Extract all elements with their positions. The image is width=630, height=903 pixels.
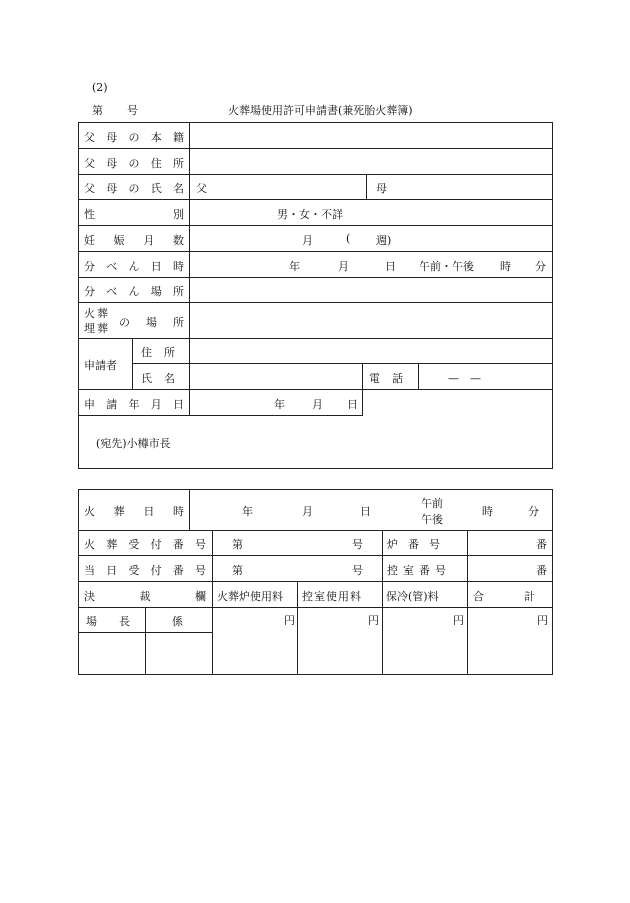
delivery-year: 年	[289, 260, 300, 273]
reception-go: 号	[352, 538, 363, 551]
director-label: 場長	[86, 615, 152, 628]
label-char: 番	[172, 538, 184, 551]
sameday-number-label	[84, 562, 206, 578]
form-number-marker: (2)	[92, 81, 108, 94]
label-char: 数	[172, 234, 184, 247]
label-char: 決	[84, 590, 95, 603]
label-char: 時	[172, 505, 184, 518]
label-char: 月	[150, 398, 162, 411]
waiting-room-number-label: 控室番号	[387, 564, 451, 577]
label-char: 父	[84, 157, 95, 170]
label-char: 受	[128, 564, 140, 577]
sameday-go: 号	[352, 564, 363, 577]
serial-go: 号	[127, 104, 138, 117]
delivery-place-label	[84, 283, 184, 299]
addressee: (宛先)小樽市長	[96, 437, 171, 450]
burial-label: 埋葬	[84, 322, 110, 335]
label-char: 請	[106, 398, 118, 411]
applicant-label: 申請者	[84, 359, 117, 372]
label-char: 本	[150, 131, 162, 144]
label-char: 名	[173, 182, 184, 195]
label-char: の	[128, 157, 140, 170]
label-char: 申	[84, 398, 95, 411]
fee-header-cold: 保冷(管)料	[386, 590, 439, 603]
waiting-room-ban: 番	[536, 564, 547, 577]
fee-yen-furnace: 円	[284, 614, 295, 627]
phone-label: 電話	[369, 372, 415, 385]
label-char: 当	[84, 564, 95, 577]
cremation-year: 年	[242, 505, 253, 518]
cremation-minute: 分	[528, 505, 539, 518]
label-char: 日	[143, 505, 155, 518]
label-char: 氏	[150, 182, 162, 195]
phone-dashes: — —	[448, 372, 481, 385]
parents-honseki-label	[84, 129, 184, 145]
sameday-dai: 第	[232, 564, 243, 577]
delivery-ampm: 午前・午後	[419, 260, 474, 273]
delivery-hour: 時	[500, 260, 511, 273]
parents-address-label	[84, 155, 184, 171]
cremation-datetime-label	[84, 503, 184, 519]
label-char: 火	[84, 505, 95, 518]
week-open-paren: (	[346, 232, 351, 245]
label-char: 時	[173, 260, 184, 273]
label-char: の	[128, 182, 140, 195]
cremation-label: 火葬	[84, 307, 110, 320]
fee-header-room: 控室使用料	[302, 590, 362, 603]
furnace-number-label: 炉番号	[387, 538, 450, 551]
label-char: 番	[172, 564, 184, 577]
label-char: 号	[194, 564, 206, 577]
furnace-ban: 番	[536, 538, 547, 551]
applicant-name-label: 氏名	[141, 372, 187, 385]
application-year: 年	[274, 398, 285, 411]
cremation-month: 月	[302, 505, 313, 518]
label-char: べ	[106, 285, 118, 298]
label-char: 裁	[139, 590, 151, 603]
label-char: 日	[150, 260, 162, 273]
label-char: 所	[173, 316, 184, 329]
pregnancy-months-label	[84, 232, 184, 248]
label-char: 母	[106, 157, 118, 170]
form-title: 火葬場使用許可申請書(兼死胎火葬簿)	[228, 104, 413, 117]
application-month: 月	[312, 398, 323, 411]
mother-label: 母	[376, 182, 387, 195]
label-char: 母	[106, 131, 118, 144]
label-char: 葬	[113, 505, 125, 518]
fee-yen-cold: 円	[453, 614, 464, 627]
label-char: 分	[84, 285, 95, 298]
label-char: 分	[84, 260, 95, 273]
parents-name-label	[84, 180, 184, 196]
label-char: 妊	[84, 234, 95, 247]
approval-label	[84, 588, 206, 604]
application-date-label	[84, 396, 184, 412]
delivery-day: 日	[385, 260, 396, 273]
reception-dai: 第	[232, 538, 243, 551]
label-char: の	[119, 316, 130, 329]
label-char: 欄	[195, 590, 206, 603]
label-char: 父	[84, 131, 95, 144]
fee-yen-total: 円	[537, 614, 548, 627]
label-char: 性	[84, 208, 95, 221]
applicant-address-label: 住所	[141, 346, 187, 359]
label-char: 付	[150, 538, 162, 551]
label-char: 住	[150, 157, 162, 170]
fee-header-total: 合計	[473, 590, 575, 603]
label-char: 年	[128, 398, 140, 411]
delivery-datetime-label	[84, 258, 184, 274]
cremation-day: 日	[360, 505, 371, 518]
place-label	[119, 314, 184, 330]
fee-header-furnace: 火葬炉使用料	[217, 590, 283, 603]
staff-label: 係	[172, 615, 183, 628]
cremation-hour: 時	[482, 505, 493, 518]
label-char: 葬	[106, 538, 118, 551]
label-char: 付	[150, 564, 162, 577]
label-char: の	[128, 131, 140, 144]
label-char: ん	[128, 285, 140, 298]
label-char: 月	[143, 234, 155, 247]
label-char: 籍	[173, 131, 184, 144]
label-char: 火	[84, 538, 95, 551]
cremation-pm: 午後	[421, 513, 443, 526]
label-char: 別	[173, 208, 184, 221]
label-char: 所	[173, 157, 184, 170]
week-unit: 週)	[376, 234, 392, 247]
delivery-month: 月	[338, 260, 349, 273]
label-char: ん	[128, 260, 140, 273]
label-char: 受	[128, 538, 140, 551]
label-char: 母	[106, 182, 118, 195]
reception-number-label	[84, 536, 206, 552]
delivery-minute: 分	[535, 260, 546, 273]
sex-options: 男・女・不詳	[277, 208, 343, 221]
label-char: 日	[106, 564, 118, 577]
label-char: 娠	[113, 234, 125, 247]
sex-label	[84, 206, 184, 222]
month-unit: 月	[302, 234, 313, 247]
application-day: 日	[347, 398, 358, 411]
cremation-am: 午前	[421, 497, 443, 510]
label-char: 場	[150, 285, 162, 298]
serial-dai: 第	[92, 104, 103, 117]
label-char: 号	[194, 538, 206, 551]
label-char: 父	[84, 182, 95, 195]
label-char: べ	[106, 260, 118, 273]
father-label: 父	[196, 182, 207, 195]
fee-yen-room: 円	[368, 614, 379, 627]
label-char: 日	[173, 398, 184, 411]
label-char: 場	[146, 316, 157, 329]
label-char: 所	[173, 285, 184, 298]
